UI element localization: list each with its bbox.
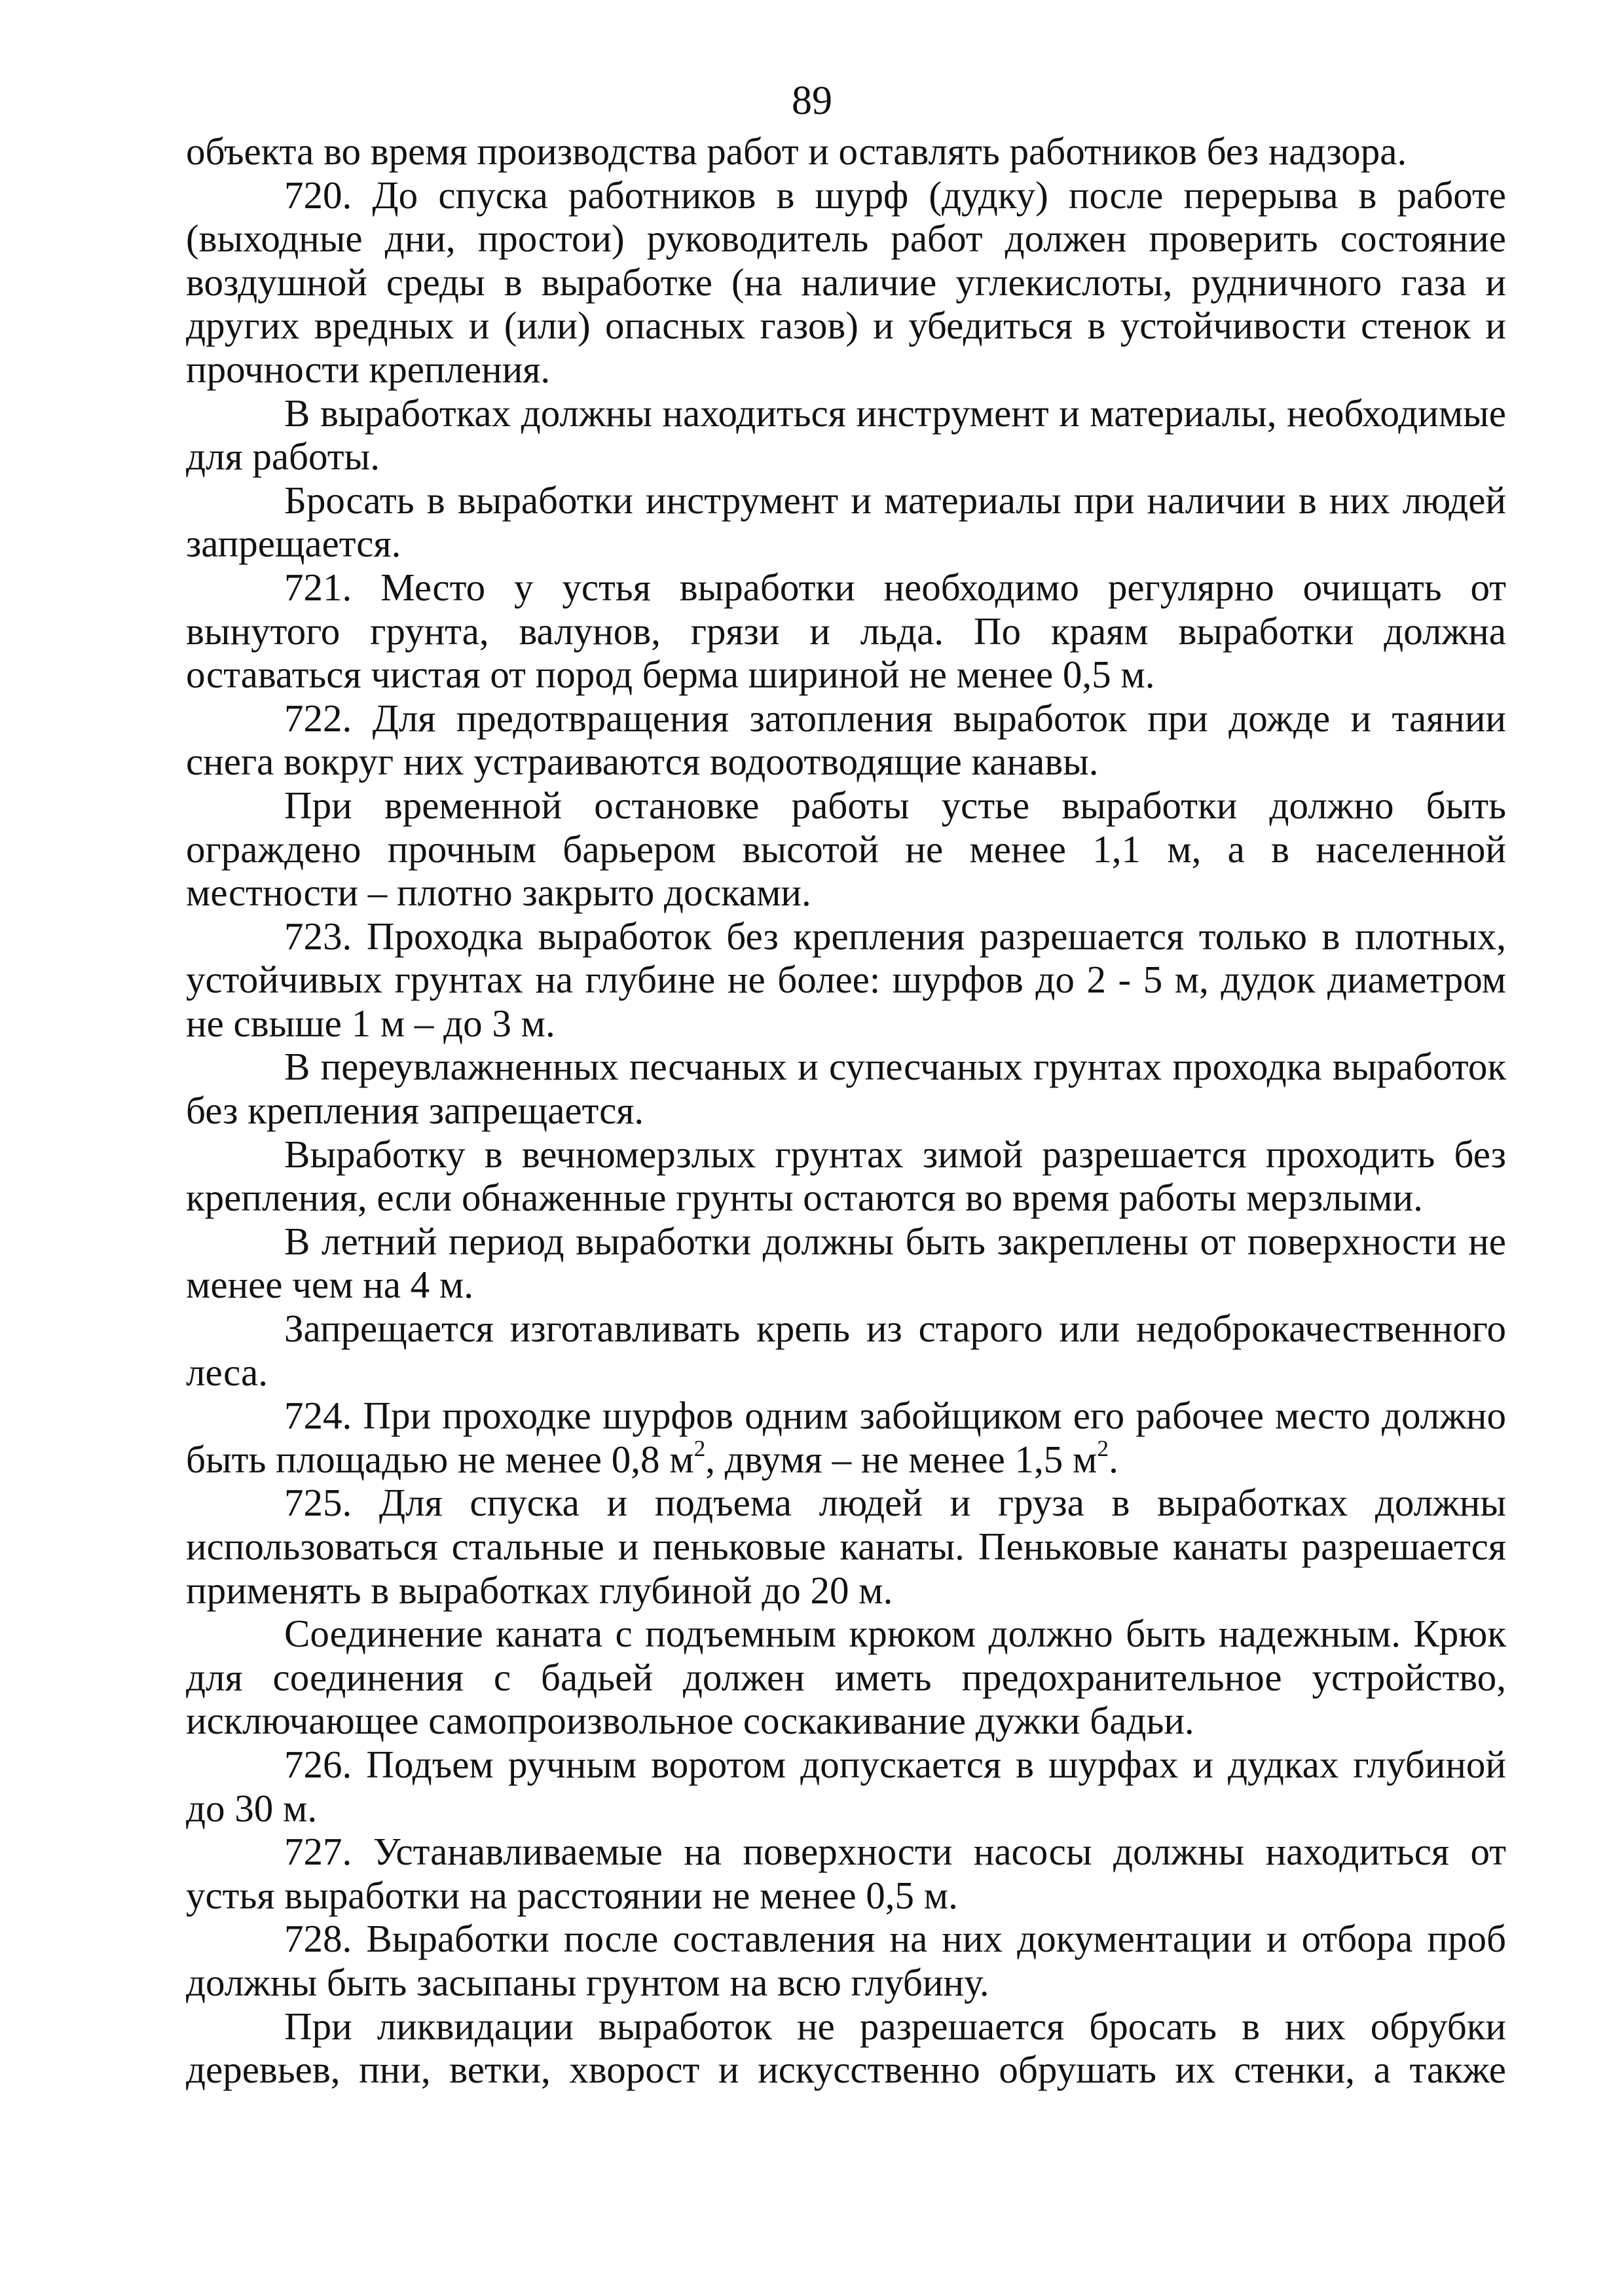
paragraph-summer-period: В летний период выработки должны быть закреплены от поверхности не менее чем на 4 м.: [186, 1219, 1506, 1307]
page-number: 89: [792, 79, 832, 123]
paragraph-721: 721. Место у устья выработки необходимо регулярно очищать от вынутого грунта, валунов, грязи и льда. По краям выработки должна оставаться чистая от пород берма шириной не менее 0,5 м.: [186, 565, 1506, 697]
superscript-square: 2: [1097, 1435, 1109, 1462]
paragraph-tools-materials: В выработках должны находиться инструмент и материалы, необходимые для работы.: [186, 391, 1506, 479]
paragraph-722: 722. Для предотвращения затопления выработок при дожде и таянии снега вокруг них устраиваются водоотводящие канавы.: [186, 696, 1506, 784]
paragraph-throwing-prohibited: Бросать в выработки инструмент и материалы при наличии в них людей запрещается.: [186, 478, 1506, 566]
paragraph-723: 723. Проходка выработок без крепления разрешается только в плотных, устойчивых грунтах на глубине не более: шурфов до 2 - 5 м, дудок диаметром не свыше 1 м – до 3 м.: [186, 914, 1506, 1045]
paragraph-temporary-stop: При временной остановке работы устье выработки должно быть ограждено прочным барьером высотой не менее 1,1 м, а в населенной местности – плотно закрыто досками.: [186, 783, 1506, 915]
paragraph-726: 726. Подъем ручным воротом допускается в шурфах и дудках глубиной до 30 м.: [186, 1742, 1506, 1830]
paragraph-hook-connection: Соединение каната с подъемным крюком должно быть надежным. Крюк для соединения с бадьей должен иметь предохранительное устройство, исключающее самопроизвольное соскакивание дужки бадьи.: [186, 1612, 1506, 1743]
paragraph-continuation: объекта во время производства работ и оставлять работников без надзора.: [186, 130, 1407, 173]
document-body: [186, 130, 1506, 2092]
paragraph-724-text-a: 724. При проходке шурфов одним забойщиком его рабочее место должно быть площадью не менее 0,8 м: [186, 1394, 1506, 1481]
paragraph-permafrost: Выработку в вечномерзлых грунтах зимой разрешается проходить без крепления, если обнаженные грунты остаются во время работы мерзлыми.: [186, 1132, 1506, 1220]
paragraph-728: 728. Выработки после составления на них документации и отбора проб должны быть засыпаны грунтом на всю глубину.: [186, 1917, 1506, 2004]
paragraph-725: 725. Для спуска и подъема людей и груза в выработках должны использоваться стальные и пеньковые канаты. Пеньковые канаты разрешается применять в выработках глубиной до 20 м.: [186, 1481, 1506, 1612]
paragraph-waterlogged-soils: В переувлажненных песчаных и супесчаных грунтах проходка выработок без крепления запрещается.: [186, 1045, 1506, 1133]
superscript-square: 2: [693, 1435, 706, 1462]
paragraph-727: 727. Устанавливаемые на поверхности насосы должны находиться от устья выработки на расстоянии не менее 0,5 м.: [186, 1830, 1506, 1917]
paragraph-old-timber: Запрещается изготавливать крепь из старого или недоброкачественного леса.: [186, 1307, 1506, 1394]
paragraph-724-text-c: .: [1109, 1437, 1118, 1481]
paragraph-724-text-b: , двумя – не менее 1,5 м: [705, 1437, 1098, 1481]
paragraph-724: [186, 1394, 1506, 1481]
paragraph-720: 720. До спуска работников в шурф (дудку) после перерыва в работе (выходные дни, простои) руководитель работ должен проверить состояние воздушной среды в выработке (на наличие углекислоты, рудничного газа и других вредных и (или) опасных газов) и убедиться в устойчивости стенок и прочности крепления.: [186, 173, 1506, 391]
paragraph-liquidation: При ликвидации выработок не разрешается бросать в них обрубки деревьев, пни, ветки, хворост и искусственно обрушать их стенки, а также: [186, 2004, 1506, 2092]
